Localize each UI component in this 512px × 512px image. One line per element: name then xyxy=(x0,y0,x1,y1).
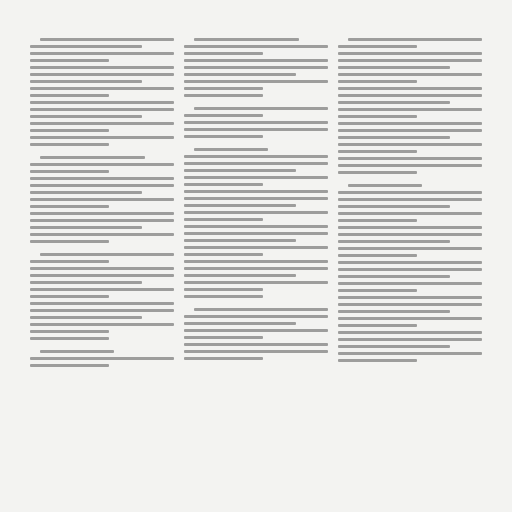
article-text-line xyxy=(30,201,174,208)
article-text-line xyxy=(338,264,482,271)
article-text-line xyxy=(338,327,482,334)
article-text-line xyxy=(338,320,482,327)
article-text-line xyxy=(184,353,328,360)
article-paragraph xyxy=(184,34,328,97)
article-text-line xyxy=(30,194,174,201)
article-text-line xyxy=(338,278,482,285)
article-text-line xyxy=(30,187,174,194)
article-text-line xyxy=(338,236,482,243)
article-text-line xyxy=(338,132,482,139)
article-text-line xyxy=(30,291,174,298)
article-text-line xyxy=(338,299,482,306)
article-text-line xyxy=(30,173,174,180)
article-text-line xyxy=(30,48,174,55)
article-text-line xyxy=(184,90,328,97)
article-text-line xyxy=(338,348,482,355)
article-text-line xyxy=(184,83,328,90)
article-text-line xyxy=(338,97,482,104)
article-columns xyxy=(30,34,482,492)
article-text-line xyxy=(184,131,328,138)
article-text-line xyxy=(30,312,174,319)
article-text-line xyxy=(338,257,482,264)
article-text-line xyxy=(184,221,328,228)
article-paragraph xyxy=(30,152,174,243)
article-text-line xyxy=(30,97,174,104)
article-text-line xyxy=(184,318,328,325)
article-text-line xyxy=(30,41,174,48)
article-text-line xyxy=(30,305,174,312)
article-text-line xyxy=(338,48,482,55)
article-text-line xyxy=(30,111,174,118)
article-text-line xyxy=(338,334,482,341)
article-text-line xyxy=(338,139,482,146)
article-text-line xyxy=(184,228,328,235)
article-text-line xyxy=(338,153,482,160)
article-text-line xyxy=(184,207,328,214)
article-text-line xyxy=(184,256,328,263)
article-text-line xyxy=(184,284,328,291)
article-text-line xyxy=(30,69,174,76)
article-text-line xyxy=(338,243,482,250)
article-text-line xyxy=(184,144,328,151)
article-text-line xyxy=(30,34,174,41)
article-text-line xyxy=(30,180,174,187)
article-text-line xyxy=(30,236,174,243)
article-text-line xyxy=(30,215,174,222)
article-text-line xyxy=(338,306,482,313)
article-text-line xyxy=(30,256,174,263)
article-text-line xyxy=(30,104,174,111)
article-text-line xyxy=(338,215,482,222)
article-text-line xyxy=(184,158,328,165)
article-text-line xyxy=(30,277,174,284)
article-text-line xyxy=(184,263,328,270)
article-text-line xyxy=(338,41,482,48)
article-text-line xyxy=(338,146,482,153)
article-text-line xyxy=(30,159,174,166)
article-text-line xyxy=(30,346,174,353)
article-text-line xyxy=(338,125,482,132)
article-text-line xyxy=(184,277,328,284)
article-text-line xyxy=(30,125,174,132)
article-text-line xyxy=(184,270,328,277)
article-text-line xyxy=(184,346,328,353)
article-text-line xyxy=(338,194,482,201)
article-text-line xyxy=(30,360,174,367)
article-text-line xyxy=(338,167,482,174)
article-column xyxy=(30,34,174,492)
article-paragraph xyxy=(30,249,174,340)
article-text-line xyxy=(30,76,174,83)
article-text-line xyxy=(184,214,328,221)
article-text-line xyxy=(338,187,482,194)
article-text-line xyxy=(184,242,328,249)
article-text-line xyxy=(184,69,328,76)
article-text-line xyxy=(184,186,328,193)
article-text-line xyxy=(30,263,174,270)
article-text-line xyxy=(338,229,482,236)
article-text-line xyxy=(184,62,328,69)
article-text-line xyxy=(30,249,174,256)
article-text-line xyxy=(30,83,174,90)
article-text-line xyxy=(338,62,482,69)
article-text-line xyxy=(338,76,482,83)
article-paragraph xyxy=(30,34,174,146)
article-column xyxy=(338,34,482,492)
article-text-line xyxy=(184,48,328,55)
article-text-line xyxy=(338,34,482,41)
article-text-line xyxy=(184,110,328,117)
article-paragraph xyxy=(338,180,482,362)
article-column xyxy=(184,34,328,492)
article-text-line xyxy=(184,172,328,179)
article-text-line xyxy=(338,55,482,62)
article-paragraph xyxy=(184,304,328,360)
article-text-line xyxy=(338,111,482,118)
article-text-line xyxy=(338,271,482,278)
article-text-line xyxy=(184,124,328,131)
article-paragraph xyxy=(338,34,482,174)
article-text-line xyxy=(30,222,174,229)
article-text-line xyxy=(184,179,328,186)
article-text-line xyxy=(338,222,482,229)
article-text-line xyxy=(30,139,174,146)
article-paragraph xyxy=(184,103,328,138)
article-text-line xyxy=(338,208,482,215)
article-text-line xyxy=(338,69,482,76)
article-text-line xyxy=(30,326,174,333)
article-text-line xyxy=(30,284,174,291)
article-paragraph xyxy=(184,144,328,298)
article-text-line xyxy=(184,235,328,242)
article-text-line xyxy=(30,118,174,125)
article-text-line xyxy=(338,201,482,208)
article-text-line xyxy=(184,304,328,311)
article-text-line xyxy=(184,34,328,41)
article-text-line xyxy=(338,250,482,257)
article-text-line xyxy=(30,353,174,360)
article-text-line xyxy=(338,355,482,362)
article-text-line xyxy=(184,76,328,83)
article-text-line xyxy=(184,332,328,339)
article-text-line xyxy=(30,229,174,236)
article-text-line xyxy=(30,90,174,97)
article-text-line xyxy=(184,103,328,110)
article-text-line xyxy=(184,200,328,207)
article-text-line xyxy=(184,193,328,200)
article-text-line xyxy=(338,90,482,97)
article-text-line xyxy=(30,62,174,69)
article-text-line xyxy=(338,285,482,292)
article-text-line xyxy=(184,249,328,256)
article-text-line xyxy=(184,117,328,124)
article-text-line xyxy=(184,41,328,48)
article-text-line xyxy=(30,333,174,340)
article-text-line xyxy=(30,132,174,139)
article-text-line xyxy=(30,166,174,173)
article-text-line xyxy=(184,291,328,298)
article-text-line xyxy=(338,180,482,187)
article-text-line xyxy=(184,151,328,158)
article-text-line xyxy=(30,319,174,326)
article-text-line xyxy=(338,83,482,90)
article-text-line xyxy=(338,341,482,348)
article-text-line xyxy=(184,55,328,62)
article-text-line xyxy=(30,55,174,62)
article-text-line xyxy=(338,160,482,167)
article-text-line xyxy=(338,104,482,111)
article-text-line xyxy=(184,339,328,346)
article-text-line xyxy=(184,325,328,332)
article-text-line xyxy=(338,292,482,299)
article-text-line xyxy=(30,270,174,277)
article-text-line xyxy=(30,152,174,159)
article-paragraph xyxy=(30,346,174,367)
article-text-line xyxy=(338,118,482,125)
article-text-line xyxy=(184,311,328,318)
article-text-line xyxy=(30,208,174,215)
article-text-line xyxy=(338,313,482,320)
article-text-line xyxy=(30,298,174,305)
article-text-line xyxy=(184,165,328,172)
